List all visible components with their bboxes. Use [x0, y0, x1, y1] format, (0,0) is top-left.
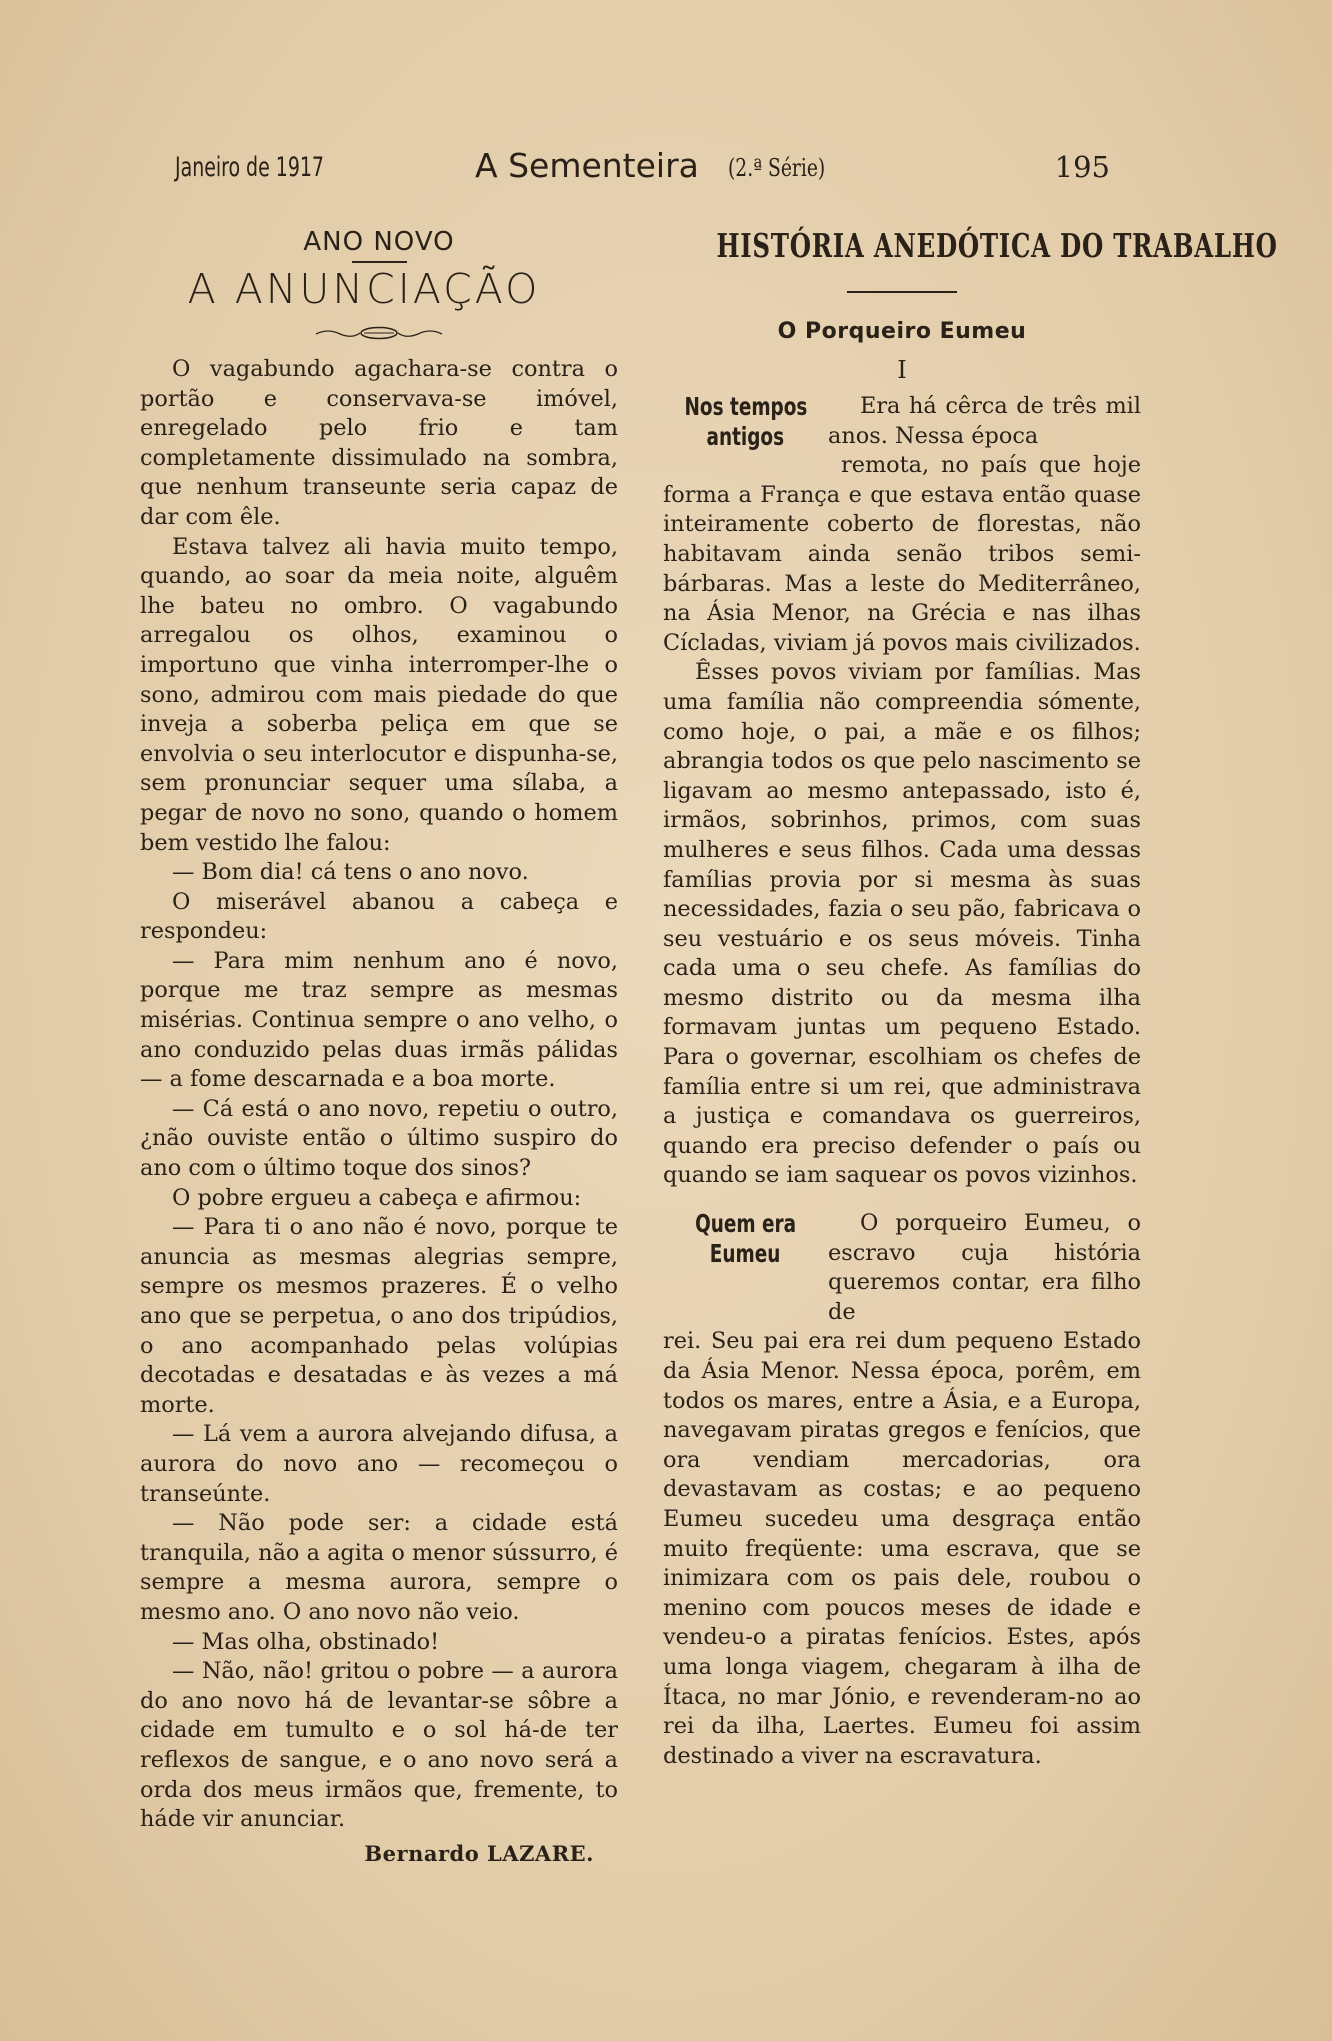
- sidehead-text: [828, 392, 1141, 451]
- paragraph: — Para mim nenhum ano é novo, porque me traz sempre as mesmas misérias. Continua sempre o ano velho, o ano conduzido pelas duas irmãs pálidas — a fome descarnada e a boa morte.: [140, 947, 618, 1093]
- paragraph: — Cá está o ano novo, repetiu o outro, ¿não ouviste então o último suspiro do ano com o último toque dos sinos?: [140, 1095, 618, 1182]
- paragraph: O porqueiro Eumeu, o escravo cuja história queremos contar, era filho de: [828, 1210, 1141, 1325]
- paragraph: — Lá vem a aurora alvejando difusa, a aurora do novo ano — recomeçou o transeúnte.: [140, 1421, 618, 1507]
- paragraph: O miserável abanou a cabeça e respondeu:: [140, 888, 618, 945]
- paragraph: — Para ti o ano não é novo, porque te anuncia as mesmas alegrias sempre, sempre os mesmos prazeres. É o velho ano que se perpetua, o ano dos tripúdios, o ano acompanhado pelas volúpias decotadas e desatadas e às vezes a má morte.: [140, 1214, 618, 1418]
- header-publication-title: A Sementeira: [475, 146, 699, 185]
- paragraph: rei. Seu pai era rei dum pequeno Estado da Ásia Menor. Nessa época, porêm, em todos os mares, entre a Ásia, e a Europa, navegavam piratas gregos e fenícios, que ora vendiam mercadorias, ora devastavam as costas; e ao pequeno Eumeu sucedeu uma desgraça então muito freqüente: uma escrava, que se inimizara com os pais dele, roubou o menino com poucos meses de idade e vendeu-o a piratas fenícios. Estes, após uma longa viagem, chegaram à ilha de Ítaca, no mar Jónio, e revenderam-no ao rei da ilha, Laertes. Eumeu foi assim destinado a viver na escravatura.: [663, 1328, 1141, 1769]
- paragraph: — Mas olha, obstinado!: [172, 1628, 440, 1655]
- section-number: I: [897, 356, 907, 384]
- ornament-divider-icon: [314, 325, 444, 341]
- author-signature: Bernardo LAZARE.: [364, 1840, 594, 1866]
- sidehead-text: [828, 1209, 1141, 1327]
- article-kicker: ANO NOVO: [303, 227, 455, 257]
- paragraph: — Não, não! gritou o pobre — a aurora do ano novo há de levantar-se sôbre a cidade em tumulto e o sol há-de ter reflexos de sangue, e o ano novo será a orda dos meus irmãos que, fremente, to háde vir anunciar.: [140, 1658, 618, 1833]
- left-article: [140, 222, 618, 1866]
- sidehead-block: [663, 1209, 1141, 1327]
- paragraph: O vagabundo agachara-se contra o portão e conservava-se imóvel, enregelado pelo frio e tam completamente dissimulado na sombra, que nenhum transeunte seria capaz de dar com êle.: [140, 356, 618, 530]
- page-header: [175, 146, 1120, 192]
- paragraph: remota, no país que hoje forma a França e que estava então quase inteiramente coberto de florestas, não habitavam ainda senão tribos semi-bárbaras. Mas a leste do Mediterrâneo, na Ásia Menor, na Grécia e nas ilhas Cícladas, viviam já povos mais civilizados.: [663, 452, 1141, 656]
- paragraph: — Bom dia! cá tens o ano novo.: [172, 859, 529, 886]
- header-series: (2.ª Série): [728, 154, 826, 182]
- sidehead: [663, 1209, 828, 1327]
- article-title: A ANUNCIAÇÃO: [187, 265, 541, 313]
- sidehead-line: Eumeu: [710, 1238, 781, 1268]
- title-rule: [847, 291, 957, 293]
- header-page-number: 195: [1054, 150, 1110, 184]
- article-title: HISTÓRIA ANEDÓTICA DO TRABALHO: [716, 226, 1278, 265]
- paragraph: — Não pode ser: a cidade está tranquila, não a agita o menor sússurro, é sempre a mesma aurora, sempre o mesmo ano. O ano novo não veio.: [140, 1510, 618, 1625]
- kicker-rule: [352, 261, 407, 263]
- header-date: Janeiro de 1917: [175, 152, 324, 183]
- paragraph: O pobre ergueu a cabeça e afirmou:: [172, 1184, 582, 1211]
- sidehead: [663, 392, 828, 451]
- sidehead-line: Nos tempos: [684, 392, 807, 421]
- paragraph: Estava talvez ali havia muito tempo, quando, ao soar da meia noite, alguêm lhe bateu no ombro. O vagabundo arregalou os olhos, examinou o importuno que vinha interromper-lhe o sono, admirou com mais piedade do que inveja a soberba peliça em que se envolvia o seu interlocutor e dispunha-se, sem pronunciar sequer uma sílaba, a pegar de novo no sono, quando o homem bem vestido lhe falou:: [140, 533, 618, 856]
- sidehead-line: Quem era: [694, 1209, 797, 1239]
- paragraph: Êsses povos viviam por famílias. Mas uma família não compreendia sómente, como hoje, o pai, a mãe e os filhos; abrangia todos os que pelo nascimento se ligavam ao mesmo antepassado, isto é, irmãos, sobrinhos, primos, com suas mulheres e seus filhos. Cada uma dessas famílias provia por si mesma às suas necessidades, fazia o seu pão, fabricava o seu vestuário e os seus móveis. Tinha cada uma o seu chefe. As famílias do mesmo distrito ou da mesma ilha formavam juntas um pequeno Estado. Para o governar, escolhiam os chefes de família entre si um rei, que administrava a justiça e comandava os guerreiros, quando era preciso defender o país ou quando se iam saquear os povos vizinhos.: [663, 659, 1141, 1189]
- sidehead-line: antigos: [706, 421, 785, 451]
- paragraph: Era há cêrca de três mil anos. Nessa época: [828, 393, 1141, 449]
- sidehead-block: [663, 392, 1141, 451]
- right-article: [663, 222, 1278, 1771]
- article-subtitle: O Porqueiro Eumeu: [777, 319, 1027, 344]
